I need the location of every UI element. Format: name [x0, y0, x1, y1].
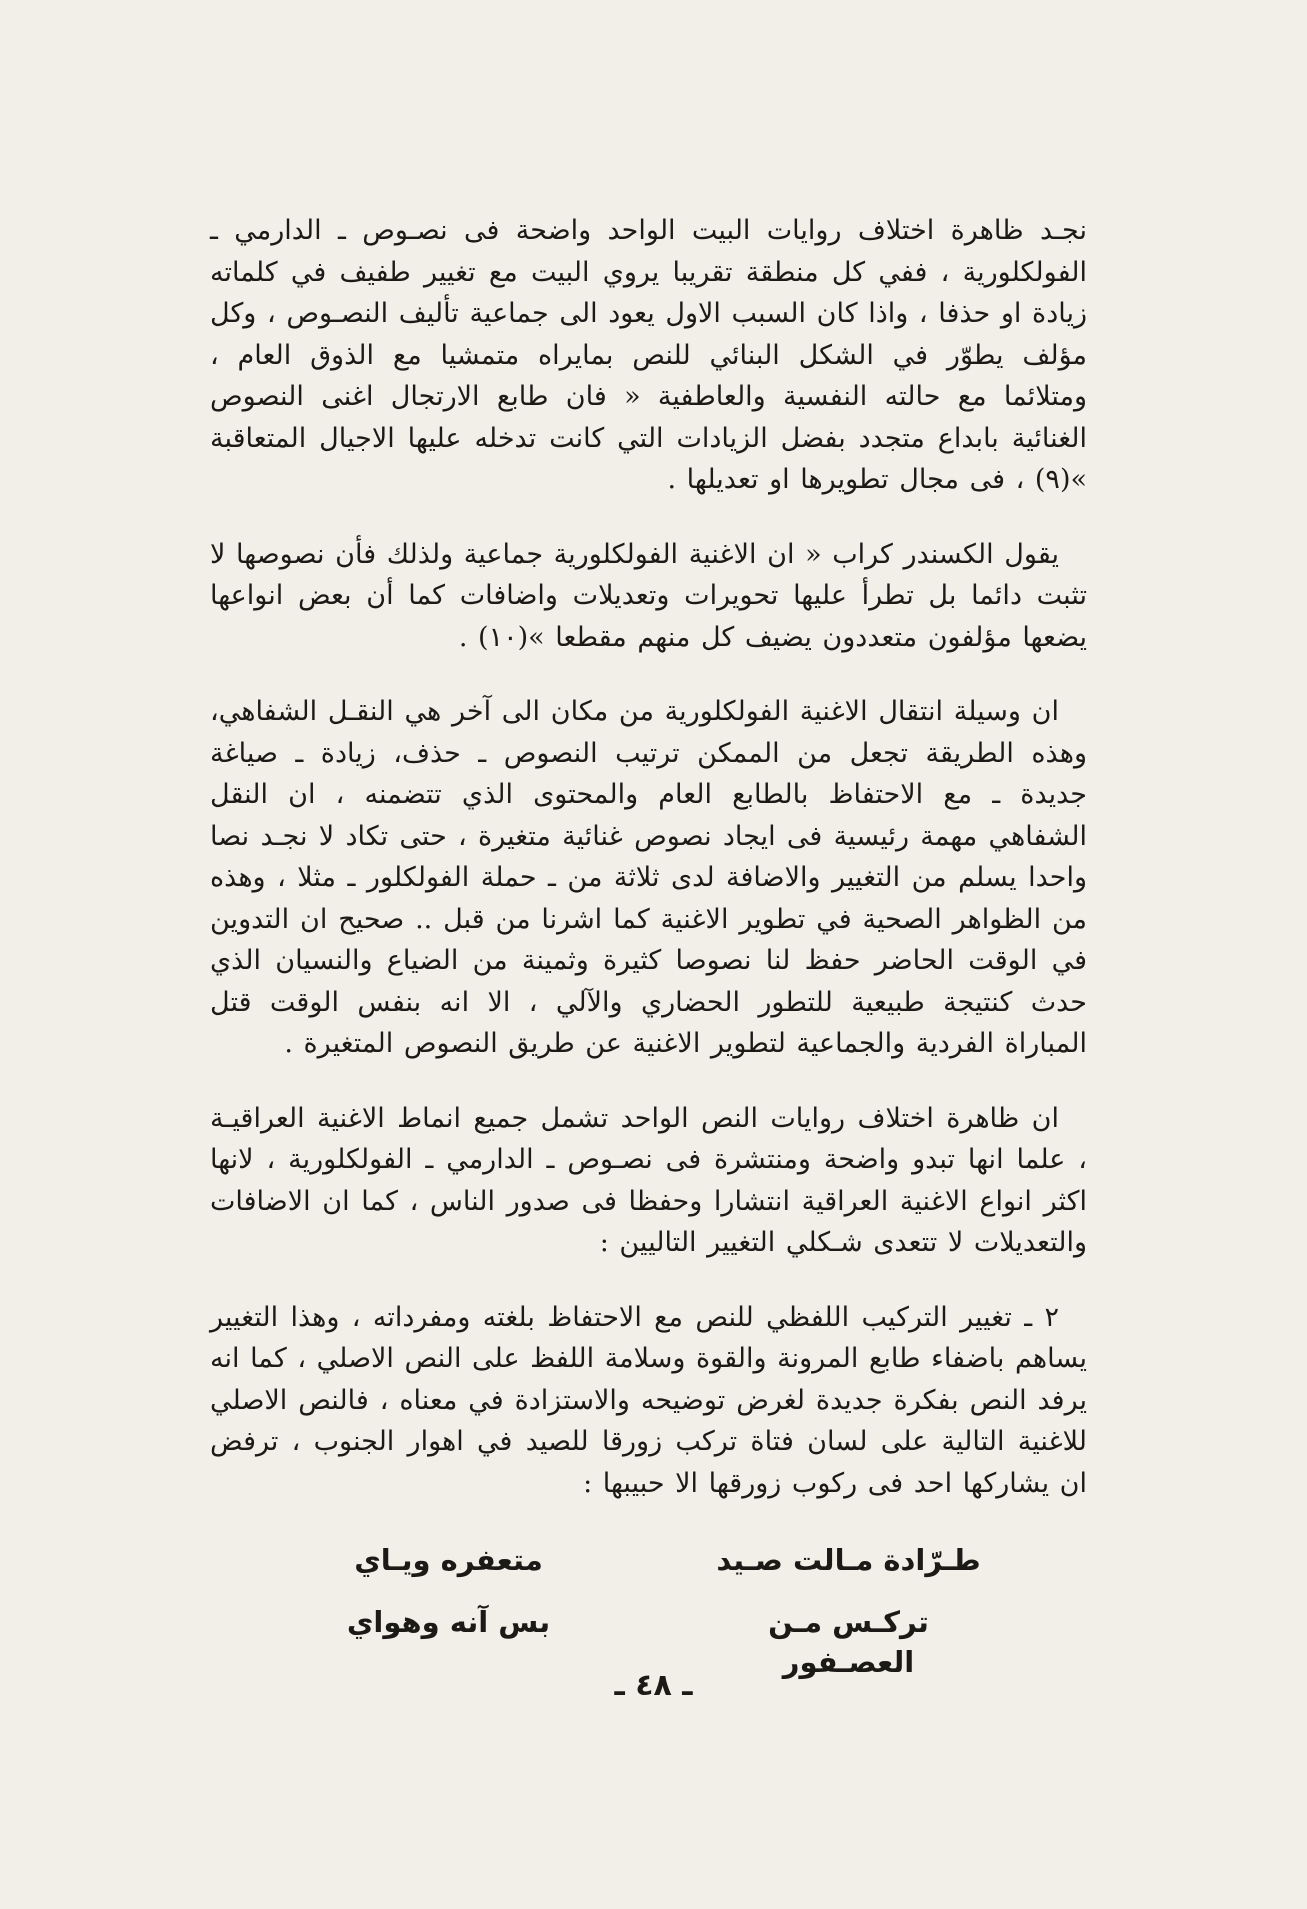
paragraph-5: ٢ ـ تغيير التركيب اللفظي للنص مع الاحتفاظ بلغته ومفرداته ، وهذا التغيير يساهم باضفاء طابع المرونة والقوة وسلامة اللفظ على النص الاصلي ، كما انه يرفد النص بفكرة جديدة لغرض توضيحه والاستزادة في معناه ، فالنص الاصلي للاغنية التالية على لسان فتاة تركب زورقا للصيد في اهوار الجنوب ، ترفض ان يشاركها احد فى ركوب زورقها الا حبيبها :: [210, 1301, 1087, 1499]
page-number: ـ ٤٨ ـ: [614, 1668, 693, 1703]
paragraph-1: نجـد ظاهرة اختلاف روايات البيت الواحد واضحة فى نصـوص ـ الدارمي ـ الفولكلورية ، ففي كل منطقة تقريبا يروي البيت مع تغيير طفيف في كلماته زيادة او حذفا ، واذا كان السبب الاول يعود الى جماعية تأليف النصـوص ، وكل مؤلف يطوّر في الشكل البنائي للنص بمايراه متمشيا مع الذوق العام ، ومتلائما مع حالته النفسية والعاطفية « فان طابع الارتجال اغنى النصوص الغنائية بابداع متجدد بفضل الزيادات التي كانت تدخله عليها الاجيال المتعاقبة »(٩) ، فى مجال تطويرها او تعديلها .: [210, 215, 1087, 495]
paragraph-4: ان ظاهرة اختلاف روايات النص الواحد تشمل جميع انماط الاغنية العراقيـة ، علما انها تبدو واضحة ومنتشرة فى نصـوص ـ الدارمي ـ الفولكلورية ، لانها اكثر انواع الاغنية العراقية انتشارا وحفظا فى صدور الناس ، كما ان الاضافات والتعديلات لا تتعدى شـكلي التغيير التاليين :: [210, 1102, 1087, 1258]
verse-line-2-left: بس آنه وهواي: [346, 1605, 551, 1639]
verse-line-1-left: متعفره ويـاي: [354, 1543, 543, 1577]
verse-line-2-right: تركـس مـن العصـفور: [768, 1605, 929, 1679]
paragraph-2: يقول الكسندر كراب « ان الاغنية الفولكلورية جماعية ولذلك فأن نصوصها لا تثبت دائما بل تطرأ عليها تحويرات وتعديلات واضافات كما أن بعض انواعها يضعها مؤلفون متعددون يضيف كل منهم مقطعا »(١٠) .: [210, 538, 1087, 653]
verse-line-1-right: طـرّادة مـالت صـيد: [716, 1543, 981, 1577]
poem-verse: [309, 1540, 989, 1682]
paragraph-3: ان وسيلة انتقال الاغنية الفولكلورية من مكان الى آخر هي النقـل الشفاهي، وهذه الطريقة تجعل من الممكن ترتيب النصوص ـ حذف، زيادة ـ صياغة جديدة ـ مع الاحتفاظ بالطابع العام والمحتوى الذي تتضمنه ، ان النقل الشفاهي مهمة رئيسية فى ايجاد نصوص غنائية متغيرة ، حتى تكاد لا نجـد نصا واحدا يسلم من التغيير والاضافة لدى ثلاثة من ـ حملة الفولكلور ـ مثلا ، وهذه من الظواهر الصحية في تطوير الاغنية كما اشرنا من قبل .. صحيح ان التدوين في الوقت الحاضر حفظ لنا نصوصا كثيرة وثمينة من الضياع والنسيان الذي حدث كنتيجة طبيعية للتطور الحضاري والآلي ، الا انه بنفس الوقت قتل المباراة الفردية والجماعية لتطوير الاغنية عن طريق النصوص المتغيرة .: [210, 696, 1087, 1059]
